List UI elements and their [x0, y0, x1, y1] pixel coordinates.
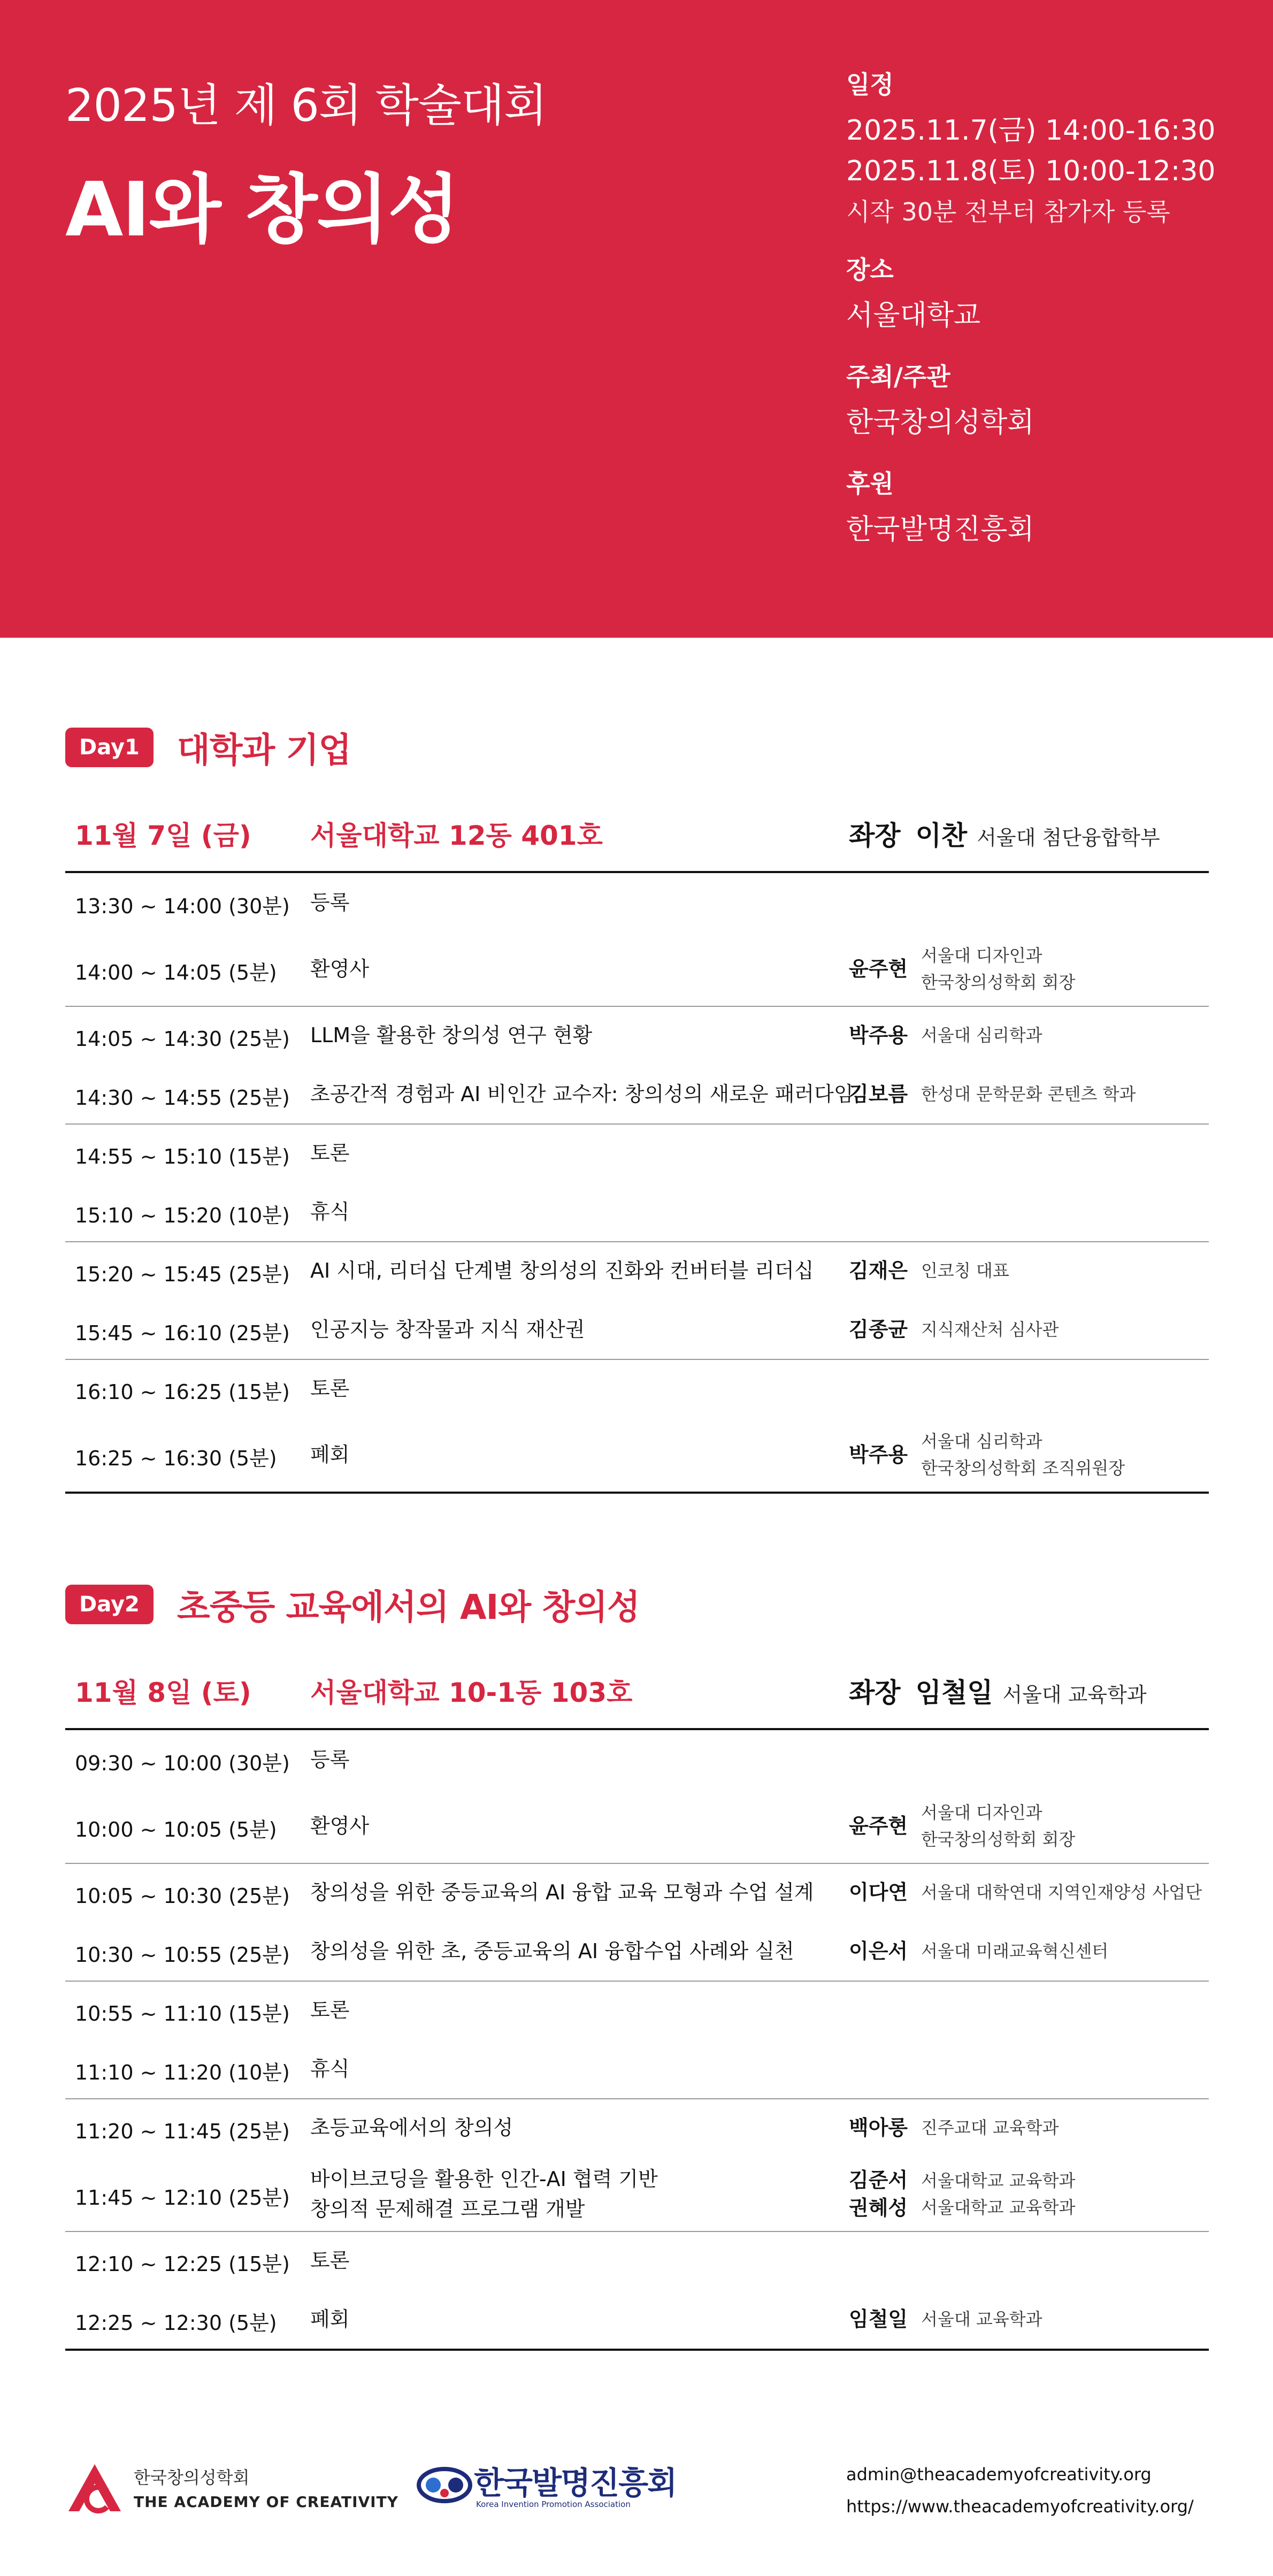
academy-name-en: THE ACADEMY OF CREATIVITY: [134, 2493, 398, 2511]
row-time: 14:05 ~ 14:30 (25분): [75, 1027, 290, 1051]
speaker-name: 김준서: [849, 2168, 908, 2192]
kipa-name-ko: 한국발명진흥회: [474, 2465, 677, 2501]
row-title: [310, 1138, 349, 1168]
program-row: [65, 1182, 1209, 1241]
row-title-line: AI 시대, 리더십 단계별 창의성의 진화와 컨버터블 리더십: [310, 1259, 814, 1282]
row-affiliation: [921, 1316, 1059, 1343]
row-title: [310, 2054, 349, 2084]
kipa-name-en: Korea Invention Promotion Association: [476, 2499, 631, 2509]
schedule-info: [846, 65, 1253, 232]
day-heading: [65, 723, 351, 771]
schedule-line: 2025.11.7(금) 14:00-16:30: [846, 114, 1216, 147]
row-title-line: 초등교육에서의 창의성: [310, 2116, 513, 2139]
chair-name: 임철일: [915, 1677, 993, 1708]
row-title: [310, 1373, 349, 1403]
speaker-name: 권혜성: [849, 2196, 908, 2220]
chair-affiliation: 서울대 첨단융합학부: [977, 826, 1160, 850]
row-time: 10:30 ~ 10:55 (25분): [75, 1943, 290, 1967]
row-affiliation: [921, 2114, 1059, 2141]
row-time: 14:00 ~ 14:05 (5분): [75, 961, 277, 984]
speaker-name: 백아롱: [849, 2116, 908, 2139]
row-time: 12:25 ~ 12:30 (5분): [75, 2311, 277, 2335]
program-row: [65, 1730, 1209, 1789]
academy-name-ko: 한국창의성학회: [134, 2467, 250, 2488]
sponsor-info: [846, 464, 1253, 550]
affiliation-line: 한국창의성학회 조직위원장: [921, 1458, 1125, 1478]
row-time: 10:00 ~ 10:05 (5분): [75, 1818, 277, 1841]
speaker-name: 박주용: [849, 1443, 908, 1466]
row-speaker: [849, 955, 908, 983]
row-title-line: 초공간적 경험과 AI 비인간 교수자: 창의성의 새로운 패러다임: [310, 1082, 854, 1106]
day-title: 대학과 기업: [177, 731, 351, 770]
affiliation-line: 한성대 문학문화 콘텐츠 학과: [921, 1084, 1136, 1104]
affiliation-line: 서울대 심리학과: [921, 1431, 1042, 1451]
venue-info: [846, 250, 1253, 336]
affiliation-line: 서울대학교 교육학과: [921, 2170, 1076, 2191]
program-row: [65, 2231, 1209, 2290]
day-title: 초중등 교육에서의 AI와 창의성: [177, 1588, 640, 1627]
host-label: 주최/주관: [846, 362, 950, 391]
row-affiliation: [921, 1081, 1136, 1107]
program-row: [65, 1065, 1209, 1123]
row-speaker: [849, 1080, 908, 1108]
row-affiliation: [921, 1022, 1042, 1049]
table-bottom-rule: [65, 2349, 1209, 2351]
row-time: 13:30 ~ 14:00 (30분): [75, 895, 290, 918]
row-title-line: 등록: [310, 1748, 350, 1771]
speaker-name: 김보름: [849, 1082, 908, 1106]
row-title: [310, 1811, 369, 1841]
row-title: [310, 1256, 814, 1286]
session-date: 11월 7일 (금): [75, 820, 251, 851]
program-row: [65, 1006, 1209, 1065]
row-speaker: [849, 1021, 908, 1049]
row-title: [310, 1020, 592, 1050]
row-title: [310, 1197, 349, 1227]
row-affiliation: [921, 2167, 1075, 2221]
affiliation-line: 한국창의성학회 회장: [921, 1829, 1076, 1849]
day-badge: Day1: [65, 728, 154, 767]
program-row: [65, 1863, 1209, 1922]
affiliation-line: 한국창의성학회 회장: [921, 972, 1076, 992]
affiliation-line: 서울대 디자인과: [921, 945, 1042, 966]
program-row: [65, 1922, 1209, 1981]
venue-label: 장소: [846, 255, 894, 284]
row-title-line: 창의적 문제해결 프로그램 개발: [310, 2197, 585, 2221]
schedule-line: 2025.11.8(토) 10:00-12:30: [846, 155, 1216, 187]
speaker-name: 박주용: [849, 1023, 908, 1047]
row-title-line: 폐회: [310, 1443, 350, 1466]
speaker-name: 김재은: [849, 1259, 908, 1282]
row-title: [310, 2304, 349, 2334]
row-title-line: 바이브코딩을 활용한 인간-AI 협력 기반: [310, 2167, 658, 2191]
row-speaker: [849, 2114, 908, 2142]
row-time: 12:10 ~ 12:25 (15분): [75, 2252, 290, 2276]
schedule-label: 일정: [846, 70, 894, 99]
row-affiliation: [921, 942, 1075, 996]
row-speaker: [849, 2166, 908, 2222]
session-date: 11월 8일 (토): [75, 1677, 251, 1708]
row-title: [310, 1877, 814, 1907]
row-speaker: [849, 2305, 908, 2333]
footer: [0, 2440, 1273, 2547]
row-title: [310, 1745, 349, 1775]
session-chair: [849, 814, 1160, 853]
chair-name: 이찬: [915, 820, 968, 851]
row-time: 11:10 ~ 11:20 (10분): [75, 2061, 290, 2084]
row-title-line: 토론: [310, 1141, 350, 1165]
row-title: [310, 1314, 585, 1344]
session-venue: 서울대학교 10-1동 103호: [310, 1677, 633, 1708]
row-title-line: 환영사: [310, 957, 370, 981]
row-time: 10:55 ~ 11:10 (15분): [75, 2002, 290, 2025]
program-row: [65, 1123, 1209, 1182]
program-row: [65, 1241, 1209, 1300]
affiliation-line: 지식재산처 심사관: [921, 1319, 1059, 1340]
program-row: [65, 1981, 1209, 2039]
program-row: [65, 873, 1209, 932]
sponsor-label: 후원: [846, 469, 894, 498]
event-subtitle: 2025년 제 6회 학술대회: [65, 79, 547, 132]
program-row: [65, 1789, 1209, 1863]
speaker-name: 윤주현: [849, 957, 908, 981]
row-time: 10:05 ~ 10:30 (25분): [75, 1884, 290, 1908]
row-time: 11:20 ~ 11:45 (25분): [75, 2120, 290, 2143]
sponsor-value: 한국발명진흥회: [846, 514, 1034, 546]
program-row: [65, 1300, 1209, 1359]
affiliation-line: 진주교대 교육학과: [921, 2118, 1059, 2138]
row-title-line: 토론: [310, 1377, 350, 1400]
row-title-line: LLM을 활용한 창의성 연구 현황: [310, 1023, 593, 1047]
row-title-line: 토론: [310, 2249, 350, 2272]
day-badge: Day2: [65, 1585, 154, 1624]
row-affiliation: [921, 1799, 1075, 1853]
row-title: [310, 1440, 349, 1470]
row-speaker: [849, 1316, 908, 1343]
website-link[interactable]: https://www.theacademyofcreativity.org/: [846, 2496, 1194, 2517]
row-title-line: 창의성을 위한 중등교육의 AI 융합 교육 모형과 수업 설계: [310, 1881, 814, 1904]
row-title: [310, 2245, 349, 2275]
row-title-line: 휴식: [310, 2057, 350, 2081]
program-row: [65, 1418, 1209, 1492]
affiliation-line: 서울대학교 교육학과: [921, 2197, 1076, 2218]
row-time: 14:30 ~ 14:55 (25분): [75, 1086, 290, 1110]
program-row: [65, 932, 1209, 1006]
row-time: 11:45 ~ 12:10 (25분): [75, 2186, 290, 2210]
speaker-name: 임철일: [849, 2307, 908, 2331]
row-title: [310, 2164, 658, 2224]
affiliation-line: 서울대 미래교육혁신센터: [921, 1941, 1109, 1961]
row-time: 14:55 ~ 15:10 (15분): [75, 1145, 290, 1168]
row-affiliation: [921, 1938, 1108, 1965]
session-header: [65, 798, 1209, 862]
row-time: 16:25 ~ 16:30 (5분): [75, 1447, 277, 1470]
schedule-note: 시작 30분 전부터 참가자 등록: [846, 197, 1170, 226]
row-affiliation: [921, 1428, 1125, 1481]
speaker-name: 김종균: [849, 1318, 908, 1341]
row-affiliation: [921, 1879, 1202, 1906]
row-speaker: [849, 1878, 908, 1906]
row-title: [310, 888, 349, 918]
affiliation-line: 서울대 디자인과: [921, 1802, 1042, 1823]
speaker-name: 이은서: [849, 1939, 908, 1963]
row-time: 15:45 ~ 16:10 (25분): [75, 1321, 290, 1345]
session-header: [65, 1655, 1209, 1719]
event-title: AI와 창의성: [65, 166, 459, 254]
row-affiliation: [921, 2306, 1042, 2333]
speaker-name: 윤주현: [849, 1814, 908, 1838]
program-row: [65, 2290, 1209, 2349]
row-title-line: 인공지능 창작물과 지식 재산권: [310, 1318, 585, 1341]
program-row: [65, 2098, 1209, 2157]
row-title-line: 환영사: [310, 1814, 370, 1838]
table-bottom-rule: [65, 1492, 1209, 1494]
speaker-name: 이다연: [849, 1881, 908, 1904]
row-speaker: [849, 1257, 908, 1285]
affiliation-line: 서울대 심리학과: [921, 1025, 1042, 1045]
program-row: [65, 2039, 1209, 2098]
row-title-line: 휴식: [310, 1200, 350, 1224]
contact-email[interactable]: admin@theacademyofcreativity.org: [846, 2464, 1152, 2485]
session-chair: [849, 1671, 1147, 1710]
row-time: 09:30 ~ 10:00 (30분): [75, 1752, 290, 1775]
chair-label: 좌장: [849, 820, 901, 851]
row-time: 15:10 ~ 15:20 (10분): [75, 1204, 290, 1227]
row-speaker: [849, 1812, 908, 1840]
row-speaker: [849, 1441, 908, 1469]
program-row: [65, 2157, 1209, 2231]
row-title-line: 창의성을 위한 초, 중등교육의 AI 융합수업 사례와 실천: [310, 1939, 794, 1963]
row-title: [310, 1079, 854, 1109]
row-time: 15:20 ~ 15:45 (25분): [75, 1263, 290, 1286]
row-title: [310, 1995, 349, 2025]
row-title-line: 등록: [310, 891, 350, 914]
host-info: [846, 357, 1253, 443]
row-affiliation: [921, 1257, 1009, 1284]
row-title-line: 폐회: [310, 2307, 350, 2331]
row-title: [310, 954, 369, 984]
affiliation-line: 인코칭 대표: [921, 1260, 1009, 1281]
affiliation-line: 서울대 대학연대 지역인재양성 사업단: [921, 1882, 1202, 1902]
host-value: 한국창의성학회: [846, 407, 1034, 439]
row-title-line: 토론: [310, 1998, 350, 2022]
program-row: [65, 1359, 1209, 1418]
chair-label: 좌장: [849, 1677, 901, 1708]
row-time: 16:10 ~ 16:25 (15분): [75, 1380, 290, 1404]
day-heading: [65, 1580, 640, 1629]
row-speaker: [849, 1937, 908, 1965]
kipa-logo-icon: [415, 2461, 474, 2509]
chair-affiliation: 서울대 교육학과: [1002, 1683, 1147, 1707]
row-title: [310, 1936, 794, 1966]
affiliation-line: 서울대 교육학과: [921, 2309, 1042, 2329]
venue-value: 서울대학교: [846, 300, 981, 332]
session-venue: 서울대학교 12동 401호: [310, 820, 603, 851]
hero-banner: [0, 0, 1273, 638]
academy-logo-icon: [65, 2461, 124, 2514]
row-title: [310, 2113, 513, 2143]
